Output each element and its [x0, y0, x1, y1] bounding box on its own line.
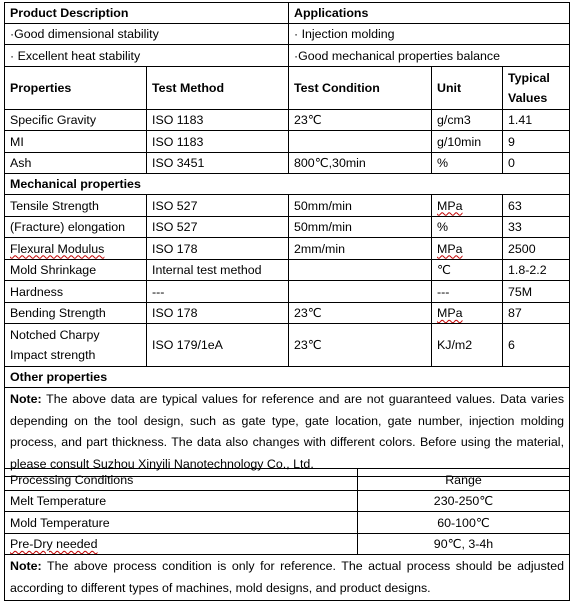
column-properties: Properties: [5, 67, 147, 110]
table-row: [5, 238, 570, 260]
column-test-condition: Test Condition: [289, 67, 432, 110]
property-name: Hardness: [5, 281, 147, 303]
table-row: [5, 260, 570, 281]
unit: [432, 238, 503, 260]
application-mechanical-balance: ·Good mechanical properties balance: [289, 45, 570, 67]
property-name: Specific Gravity: [5, 110, 147, 131]
test-condition: 800℃,30min: [289, 153, 432, 174]
typical-value: 0: [503, 153, 570, 174]
application-injection-molding: · Injection molding: [289, 24, 570, 45]
typical-value: 9: [503, 131, 570, 153]
note-typical-values: [5, 388, 570, 477]
test-condition: 23℃: [289, 324, 432, 367]
table-row: [5, 217, 570, 238]
note-text: The above process condition is only for reference. The actual process should be adjusted according to different types of machines, mold designs, and product designs.: [10, 559, 564, 595]
column-typical-line1: Typical: [508, 71, 550, 85]
note-process-conditions: [5, 555, 570, 601]
unit: g/cm3: [432, 110, 503, 131]
unit: g/10min: [432, 131, 503, 153]
unit-text: MPa: [437, 306, 463, 320]
property-name: [5, 324, 147, 367]
table-row: [5, 303, 570, 324]
unit: KJ/m2: [432, 324, 503, 367]
note-text: The above data are typical values for reference and are not guaranteed values. Data varies depending on the tool design, such as gate type, gate location, gate number, injection molding process, and part thickness. The data also changes with different colors. Before using the material, please consult Suzhou Xinyili Nanotechnology Co., Ltd.: [10, 392, 565, 471]
table-row: [5, 324, 570, 367]
typical-value: 75M: [503, 281, 570, 303]
processing-conditions-header: Processing Conditions: [5, 469, 358, 491]
table-row: [5, 281, 570, 303]
column-unit: Unit: [432, 67, 503, 110]
condition-range: 90℃, 3-4h: [358, 534, 570, 555]
unit: %: [432, 217, 503, 238]
condition-name: Melt Temperature: [5, 491, 358, 512]
table-row: [5, 110, 570, 131]
typical-value: 1.8-2.2: [503, 260, 570, 281]
property-line2: Impact strength: [10, 348, 96, 362]
table-row: [5, 534, 570, 555]
condition-name: [5, 534, 358, 555]
unit-text: MPa: [437, 241, 463, 256]
typical-value: 6: [503, 324, 570, 367]
mechanical-properties-title: Mechanical properties: [5, 174, 570, 195]
property-line1: [10, 325, 141, 345]
test-condition: [289, 281, 432, 303]
applications-header: Applications: [289, 3, 570, 24]
test-condition: 23℃: [289, 303, 432, 324]
unit: [432, 195, 503, 217]
property-name: Ash: [5, 153, 147, 174]
test-condition: 2mm/min: [289, 238, 432, 260]
table-row: [5, 153, 570, 174]
test-method: ISO 527: [147, 195, 289, 217]
property-name: Bending Strength: [5, 303, 147, 324]
typical-value: 63: [503, 195, 570, 217]
column-typical-line2: Values: [508, 91, 548, 105]
unit: [432, 303, 503, 324]
table-row: [5, 131, 570, 153]
typical-value: 33: [503, 217, 570, 238]
test-method: ISO 527: [147, 217, 289, 238]
table-row: [5, 491, 570, 512]
other-properties-title: Other properties: [5, 367, 570, 388]
feature-dimensional-stability: ·Good dimensional stability: [5, 24, 289, 45]
unit: %: [432, 153, 503, 174]
table-row: [5, 195, 570, 217]
test-condition: 50mm/min: [289, 217, 432, 238]
test-condition: [289, 131, 432, 153]
condition-name: Mold Temperature: [5, 512, 358, 534]
unit: ---: [432, 281, 503, 303]
condition-range: 60-100℃: [358, 512, 570, 534]
typical-value: 87: [503, 303, 570, 324]
property-text: Flexural Modulus: [10, 241, 105, 256]
property-name: (Fracture) elongation: [5, 217, 147, 238]
range-header: Range: [358, 469, 570, 491]
test-method: ISO 178: [147, 238, 289, 260]
unit-text: MPa: [437, 198, 463, 213]
test-method: ISO 3451: [147, 153, 289, 174]
test-method: Internal test method: [147, 260, 289, 281]
typical-value: 1.41: [503, 110, 570, 131]
condition-range: 230-250℃: [358, 491, 570, 512]
test-method: ISO 1183: [147, 110, 289, 131]
column-test-method: Test Method: [147, 67, 289, 110]
typical-value: 2500: [503, 238, 570, 260]
product-description-header: Product Description: [5, 3, 289, 24]
feature-heat-stability: · Excellent heat stability: [5, 45, 289, 67]
column-typical-values: [503, 67, 570, 110]
note-label: Note:: [10, 392, 42, 406]
note-label: Note:: [10, 559, 42, 573]
test-method: ISO 1183: [147, 131, 289, 153]
test-method: ---: [147, 281, 289, 303]
test-method: ISO 179/1eA: [147, 324, 289, 367]
processing-conditions-table: [4, 468, 570, 601]
test-condition: [289, 260, 432, 281]
unit: ℃: [432, 260, 503, 281]
property-name: MI: [5, 131, 147, 153]
test-condition: 50mm/min: [289, 195, 432, 217]
condition-text: Pre-Dry needed: [10, 537, 98, 551]
property-name: [5, 238, 147, 260]
product-datasheet-table: [4, 2, 570, 477]
property-text: Notched Charpy: [10, 328, 100, 342]
property-name: Mold Shrinkage: [5, 260, 147, 281]
property-name: Tensile Strength: [5, 195, 147, 217]
table-row: [5, 512, 570, 534]
test-condition: 23℃: [289, 110, 432, 131]
test-method: ISO 178: [147, 303, 289, 324]
